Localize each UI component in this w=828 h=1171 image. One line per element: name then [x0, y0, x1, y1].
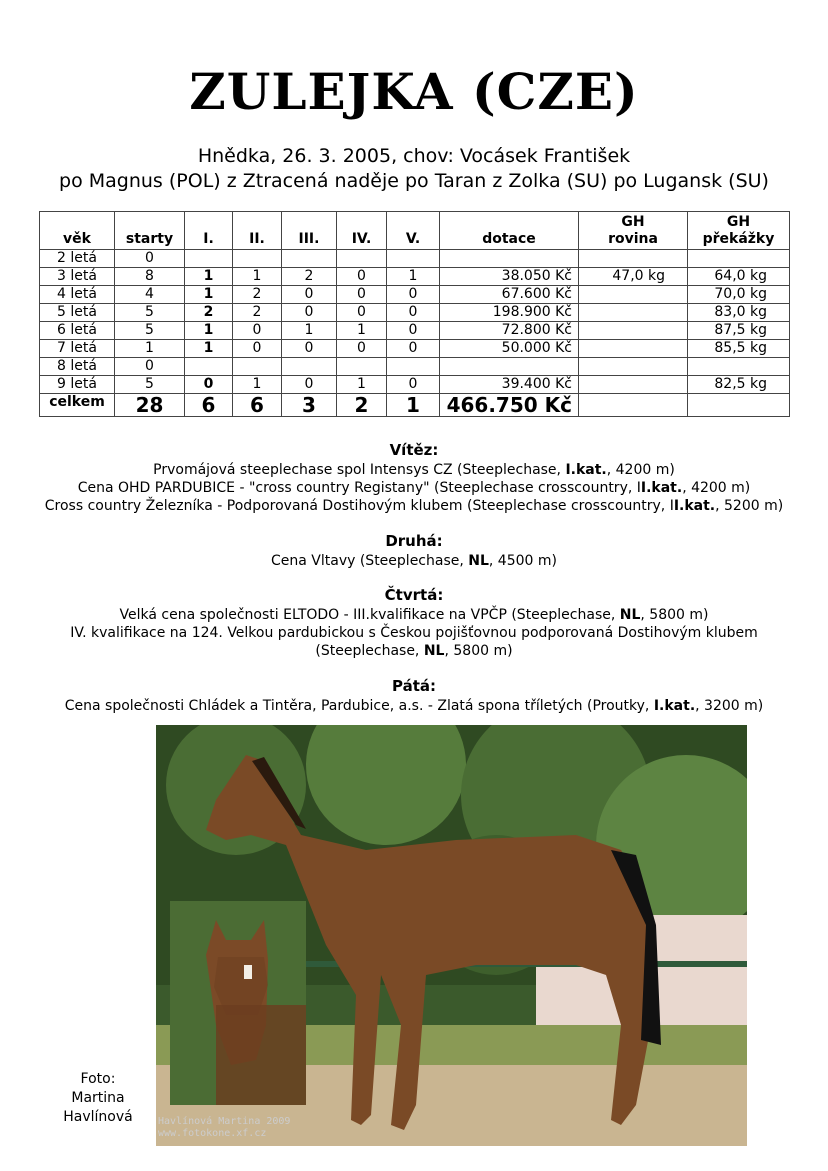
table-cell: 3 letá [40, 268, 115, 286]
photo-credit [58, 1070, 138, 1127]
table-cell: 47,0 kg [579, 268, 688, 286]
table-cell: 1 [387, 394, 440, 417]
table-cell [579, 358, 688, 376]
photo-watermark [158, 1116, 290, 1140]
watermark-line: www.fotokone.xf.cz [158, 1128, 267, 1139]
table-cell: 64,0 kg [688, 268, 790, 286]
table-cell: 0 [185, 376, 233, 394]
table-cell: 0 [387, 322, 440, 340]
table-cell: 7 letá [40, 340, 115, 358]
table-row [40, 286, 790, 304]
race-line: Cross country Železníka - Podporovaná Dostihovým klubem (Steeplechase crosscountry, II.kat., 5200 m) [44, 498, 784, 514]
table-cell: 1 [185, 286, 233, 304]
race-line: IV. kvalifikace na 124. Velkou pardubickou s Českou pojišťovnou podporovaná Dostihovým klubem [70, 625, 758, 641]
table-cell: 0 [282, 376, 337, 394]
table-cell [579, 286, 688, 304]
table-cell [688, 358, 790, 376]
table-cell: 0 [387, 304, 440, 322]
table-cell [579, 394, 688, 417]
table-cell [185, 250, 233, 268]
credit-label: Foto: [80, 1071, 116, 1087]
table-cell: 0 [115, 358, 185, 376]
table-cell: 198.900 Kč [440, 304, 579, 322]
table-cell [233, 358, 282, 376]
table-cell: 2 [282, 268, 337, 286]
table-row [40, 268, 790, 286]
watermark-line: Havlínová Martina 2009 [158, 1116, 291, 1127]
table-cell: 1 [282, 322, 337, 340]
table-cell: 39.400 Kč [440, 376, 579, 394]
table-cell: 6 [233, 394, 282, 417]
section-winner [0, 441, 828, 515]
page-title: ZULEJKA (CZE) [189, 62, 639, 121]
table-cell: 0 [387, 376, 440, 394]
table-cell: 0 [337, 286, 387, 304]
horse-photo-illustration [156, 725, 747, 1146]
table-cell: 4 [115, 286, 185, 304]
table-cell: 85,5 kg [688, 340, 790, 358]
table-cell: 8 [115, 268, 185, 286]
table-cell [387, 250, 440, 268]
race-line: Cena OHD PARDUBICE - "cross country Registany" (Steeplechase crosscountry, II.kat., 4200 m) [77, 480, 751, 496]
table-row [40, 322, 790, 340]
table-cell: 0 [337, 340, 387, 358]
table-cell: 1 [185, 322, 233, 340]
table-cell [440, 250, 579, 268]
table-row [40, 250, 790, 268]
section-heading: Pátá: [391, 677, 436, 695]
table-cell: celkem [40, 394, 115, 417]
race-line: Cena společnosti Chládek a Tintěra, Pardubice, a.s. - Zlatá spona tříletých (Proutky, I.kat., 3200 m) [64, 698, 764, 714]
col-header: věk [40, 212, 115, 250]
table-cell: 0 [115, 250, 185, 268]
table-cell: 87,5 kg [688, 322, 790, 340]
col-header: II. [233, 212, 282, 250]
table-cell: 72.800 Kč [440, 322, 579, 340]
col-header: starty [115, 212, 185, 250]
section-heading: Čtvrtá: [384, 586, 444, 604]
credit-name: Havlínová [63, 1109, 133, 1125]
col-header: GH překážky [688, 212, 790, 250]
col-header: I. [185, 212, 233, 250]
table-cell: 0 [233, 322, 282, 340]
table-cell: 1 [387, 268, 440, 286]
table-cell: 2 [337, 394, 387, 417]
table-cell: 1 [185, 340, 233, 358]
section-fifth [0, 677, 828, 715]
table-cell [282, 358, 337, 376]
table-cell [688, 250, 790, 268]
table-cell: 2 [233, 304, 282, 322]
table-cell: 67.600 Kč [440, 286, 579, 304]
section-fourth [0, 586, 828, 660]
table-cell: 70,0 kg [688, 286, 790, 304]
table-cell: 2 [185, 304, 233, 322]
horse-details: Hnědka, 26. 3. 2005, chov: Vocásek František [197, 145, 631, 167]
section-heading: Vítěz: [389, 441, 439, 459]
horse-photo [156, 725, 747, 1146]
table-cell [579, 322, 688, 340]
table-row [40, 358, 790, 376]
table-cell: 82,5 kg [688, 376, 790, 394]
table-cell [282, 250, 337, 268]
pedigree: po Magnus (POL) z Ztracená naděje po Taran z Zolka (SU) po Lugansk (SU) [59, 170, 769, 192]
table-cell: 50.000 Kč [440, 340, 579, 358]
table-cell: 0 [387, 340, 440, 358]
table-cell [579, 340, 688, 358]
table-cell: 1 [185, 268, 233, 286]
table-cell: 5 [115, 322, 185, 340]
table-cell: 1 [233, 268, 282, 286]
race-line: Prvomájová steeplechase spol Intensys CZ (Steeplechase, I.kat., 4200 m) [153, 462, 675, 478]
table-cell: 4 letá [40, 286, 115, 304]
col-header: dotace [440, 212, 579, 250]
table-row [40, 376, 790, 394]
table-cell: 5 [115, 376, 185, 394]
table-cell [387, 358, 440, 376]
table-cell [185, 358, 233, 376]
credit-name: Martina [71, 1090, 125, 1106]
table-cell: 1 [337, 376, 387, 394]
table-cell: 8 letá [40, 358, 115, 376]
table-cell: 0 [233, 340, 282, 358]
table-cell: 3 [282, 394, 337, 417]
table-cell: 0 [282, 286, 337, 304]
table-cell: 2 [233, 286, 282, 304]
section-second [0, 532, 828, 570]
table-cell: 6 letá [40, 322, 115, 340]
race-record-table [39, 211, 790, 417]
table-cell: 466.750 Kč [440, 394, 579, 417]
table-cell [579, 250, 688, 268]
table-total-row [40, 394, 790, 417]
table-cell [337, 250, 387, 268]
table-header-row [40, 212, 790, 250]
table-cell: 0 [282, 340, 337, 358]
table-cell [440, 358, 579, 376]
table-cell: 0 [282, 304, 337, 322]
table-cell [337, 358, 387, 376]
table-cell: 5 letá [40, 304, 115, 322]
table-cell: 0 [387, 286, 440, 304]
table-cell: 9 letá [40, 376, 115, 394]
table-cell: 0 [337, 304, 387, 322]
table-row [40, 304, 790, 322]
table-cell: 28 [115, 394, 185, 417]
table-cell: 0 [337, 268, 387, 286]
race-line: Velká cena společnosti ELTODO - III.kvalifikace na VPČP (Steeplechase, NL, 5800 m) [119, 607, 709, 623]
race-line: (Steeplechase, NL, 5800 m) [315, 643, 513, 659]
table-cell: 83,0 kg [688, 304, 790, 322]
table-cell: 38.050 Kč [440, 268, 579, 286]
col-header: GH rovina [579, 212, 688, 250]
table-cell [233, 250, 282, 268]
table-cell: 5 [115, 304, 185, 322]
col-header: IV. [337, 212, 387, 250]
table-cell [579, 304, 688, 322]
col-header: V. [387, 212, 440, 250]
table-cell: 2 letá [40, 250, 115, 268]
section-heading: Druhá: [385, 532, 443, 550]
table-cell: 1 [233, 376, 282, 394]
table-cell: 1 [337, 322, 387, 340]
table-cell [579, 376, 688, 394]
table-cell: 6 [185, 394, 233, 417]
table-cell [688, 394, 790, 417]
table-cell: 1 [115, 340, 185, 358]
col-header: III. [282, 212, 337, 250]
race-line: Cena Vltavy (Steeplechase, NL, 4500 m) [271, 553, 557, 569]
table-row [40, 340, 790, 358]
